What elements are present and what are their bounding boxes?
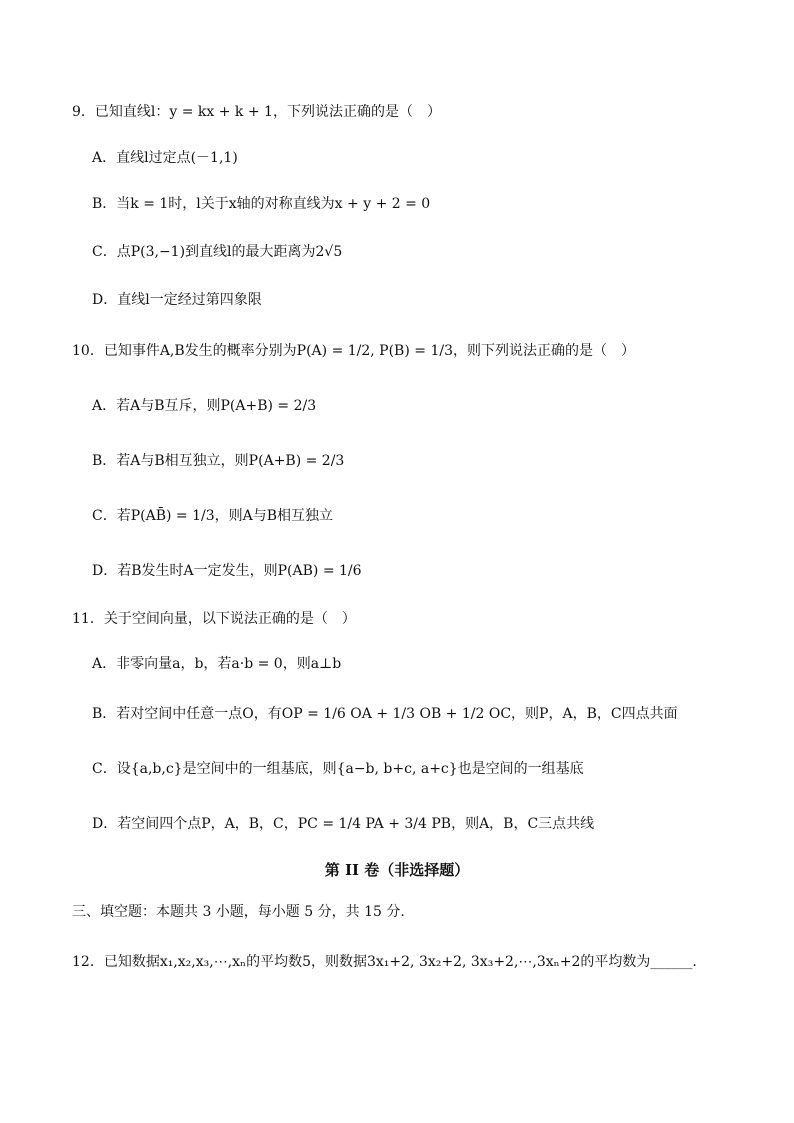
question-9-option-d: D．直线l一定经过第四象限 (92, 292, 262, 308)
question-11-option-d: D．若空间四个点P，A，B，C，PC = 1/4 PA + 3/4 PB，则A，B，C三点共线 (92, 816, 595, 832)
question-10-option-c: C．若P(AB̄) = 1/3，则A与B相互独立 (92, 508, 334, 524)
question-11-option-a: A．非零向量a，b，若a·b = 0，则a⊥b (92, 656, 342, 672)
question-11-stem: 11．关于空间向量，以下说法正确的是（ ） (72, 611, 356, 627)
question-9-option-a: A．直线l过定点(－1,1) (92, 150, 238, 166)
question-10-option-a: A．若A与B互斥，则P(A+B) = 2/3 (92, 398, 317, 414)
question-10-option-d: D．若B发生时A一定发生，则P(AB) = 1/6 (92, 563, 362, 579)
question-9-option-b: B．当k = 1时，l关于x轴的对称直线为x + y + 2 = 0 (92, 196, 431, 212)
question-10-stem: 10．已知事件A,B发生的概率分别为P(A) = 1/2, P(B) = 1/3，则下列说法正确的是（ ） (72, 343, 635, 359)
question-12-stem: 12．已知数据x₁,x₂,x₃,⋯,xₙ的平均数5，则数据3x₁+2, 3x₂+2, 3x₃+2,⋯,3xₙ+2的平均数为______. (72, 954, 697, 970)
question-9-stem: 9．已知直线l：y = kx + k + 1，下列说法正确的是（ ） (72, 104, 441, 120)
question-11-option-b: B．若对空间中任意一点O，有OP = 1/6 OA + 1/3 OB + 1/2 OC，则P，A，B，C四点共面 (92, 706, 678, 722)
question-9-option-c: C．点P(3,−1)到直线l的最大距离为2√5 (92, 244, 343, 260)
section-title: 第 II 卷（非选择题） (324, 861, 470, 879)
section-intro: 三、填空题：本题共 3 小题，每小题 5 分，共 15 分. (72, 904, 405, 920)
question-10-option-b: B．若A与B相互独立，则P(A+B) = 2/3 (92, 453, 345, 469)
question-11-option-c: C．设{a,b,c}是空间中的一组基底，则{a−b, b+c, a+c}也是空间的一组基底 (92, 761, 584, 777)
